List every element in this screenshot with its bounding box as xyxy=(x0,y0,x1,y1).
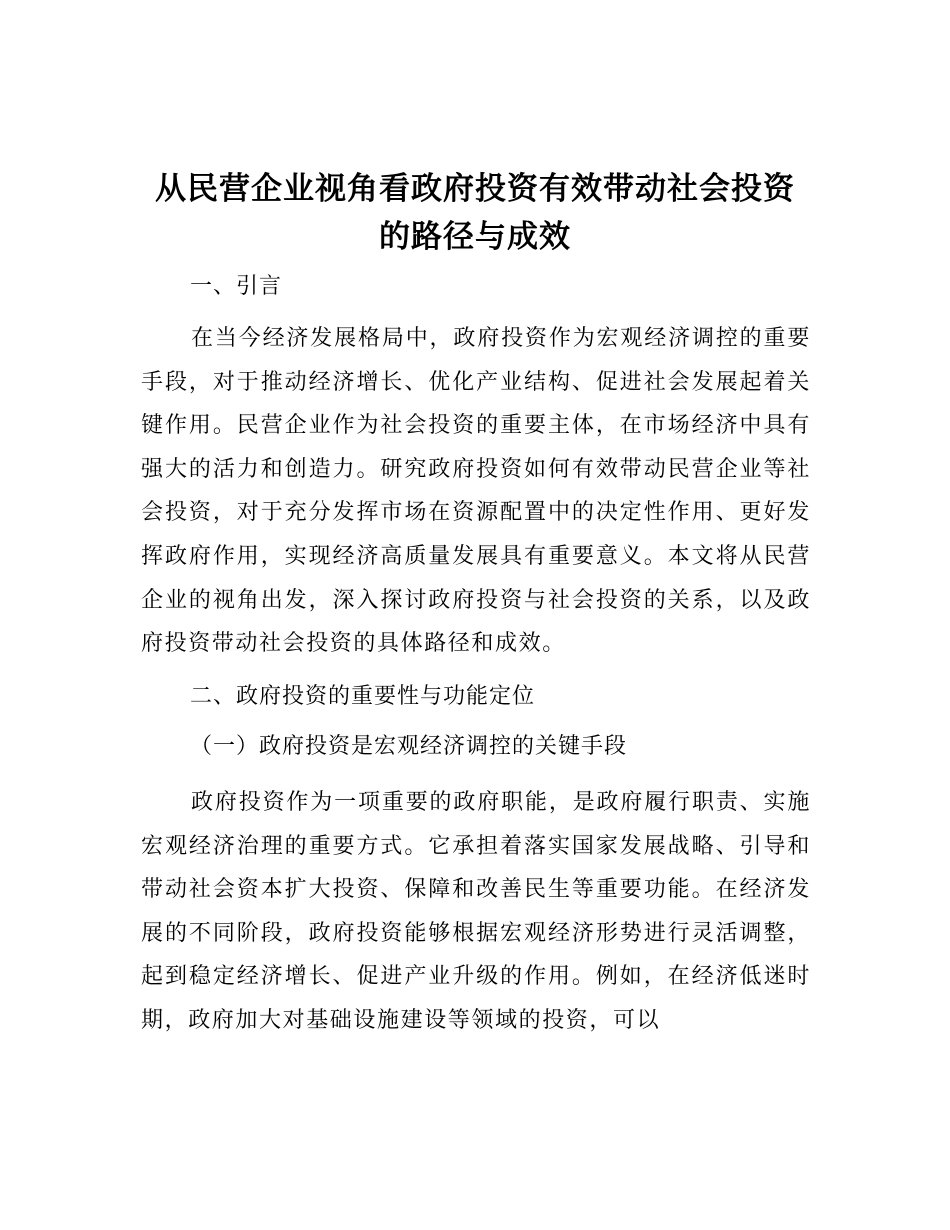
paragraph-macro-regulation: 政府投资作为一项重要的政府职能，是政府履行职责、实施宏观经济治理的重要方式。它承担着落实国家发展战略、引导和带动社会资本扩大投资、保障和改善民生等重要功能。在经济发展的不同阶段，政府投资能够根据宏观经济形势进行灵活调整，起到稳定经济增长、促进产业升级的作用。例如，在经济低迷时期，政府加大对基础设施建设等领域的投资，可以 xyxy=(141,790,811,1033)
section-heading-government-investment: 二、政府投资的重要性与功能定位 xyxy=(190,684,536,709)
document-title-line-1: 从民营企业视角看政府投资有效带动社会投资 xyxy=(155,171,795,207)
paragraph-introduction: 在当今经济发展格局中，政府投资作为宏观经济调控的重要手段，对于推动经济增长、优化产业结构、促进社会发展起着关键作用。民营企业作为社会投资的重要主体，在市场经济中具有强大的活力和创造力。研究政府投资如何有效带动民营企业等社会投资，对于充分发挥市场在资源配置中的决定性作用、更好发挥政府作用，实现经济高质量发展具有重要意义。本文将从民营企业的视角出发，深入探讨政府投资与社会投资的关系，以及政府投资带动社会投资的具体路径和成效。 xyxy=(141,326,811,657)
subsection-heading-macro-regulation: （一）政府投资是宏观经济调控的关键手段 xyxy=(190,734,628,759)
section-heading-introduction: 一、引言 xyxy=(190,274,283,299)
document-title-line-2: 的路径与成效 xyxy=(379,219,571,255)
